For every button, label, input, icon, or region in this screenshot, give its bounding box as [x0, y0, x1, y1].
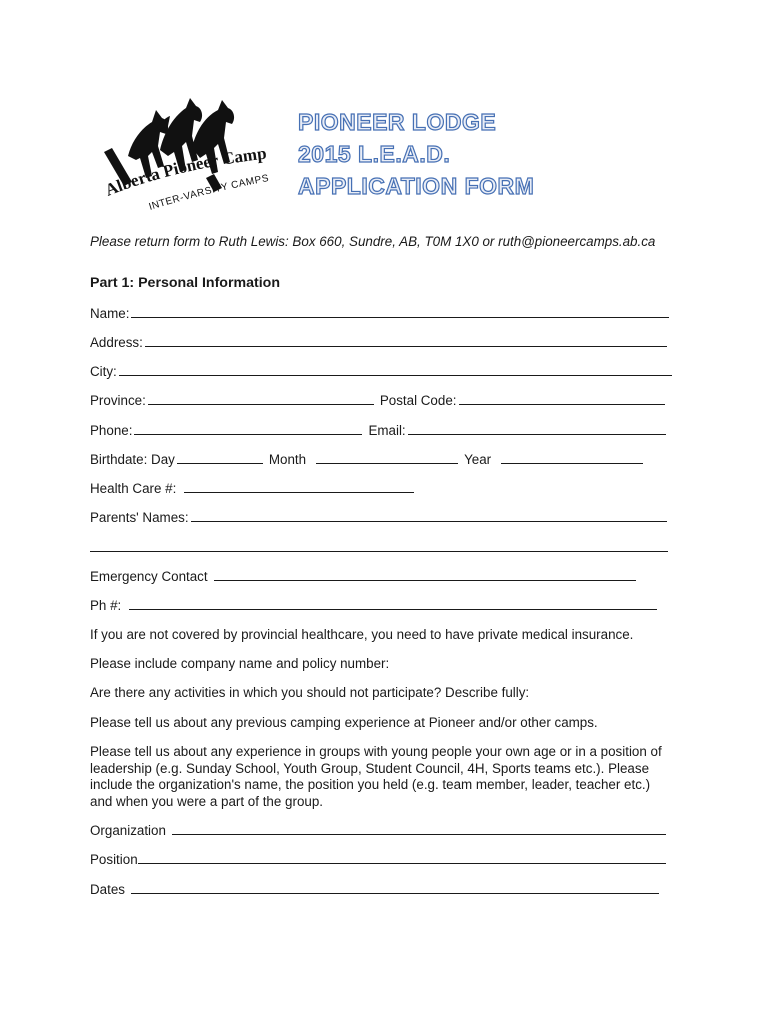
email-field[interactable]	[408, 422, 666, 435]
parents-names-label: Parents' Names:	[90, 510, 189, 525]
company-policy-note: Please include company name and policy number:	[90, 656, 390, 671]
title-line-1: PIONEER LODGE	[298, 109, 497, 135]
postal-code-label: Postal Code:	[379, 393, 457, 408]
ph-row	[90, 597, 663, 613]
birthdate-day-label: Birthdate: Day	[90, 452, 175, 467]
logo-main-text: Alberta Pioneer Camp	[102, 143, 268, 200]
return-instruction: Please return form to Ruth Lewis: Box 660, Sundre, AB, T0M 1X0 or ruth@pioneercamps.ab.ca	[90, 234, 656, 249]
title-line-2: 2015 L.E.A.D.	[298, 141, 451, 167]
activities-question: Are there any activities in which you should not participate? Describe fully:	[90, 685, 530, 700]
health-care-row	[90, 480, 420, 496]
ph-label: Ph #:	[90, 598, 122, 613]
name-field[interactable]	[131, 305, 669, 318]
name-row	[90, 305, 675, 321]
province-row	[90, 392, 671, 408]
city-row	[90, 363, 678, 379]
emergency-contact-label: Emergency Contact	[90, 569, 208, 584]
email-label: Email:	[368, 423, 406, 438]
address-row	[90, 334, 673, 350]
phone-field[interactable]	[134, 422, 362, 435]
birthdate-row	[90, 451, 649, 467]
phone-label: Phone:	[90, 423, 133, 438]
title-line-3: APPLICATION FORM	[298, 173, 535, 199]
group-experience-question: Please tell us about any experience in groups with young people your own age or in a position of leadership (e.g. Sunday School, Youth Group, Student Council, 4H, Sports teams etc.). Please include the organization's name, the position you held (e.g. team member, leader, teacher etc.) and when you were a part of the group.	[90, 744, 662, 809]
name-label: Name:	[90, 306, 130, 321]
address-field[interactable]	[145, 334, 667, 347]
organization-label: Organization	[90, 823, 166, 838]
birthdate-month-label: Month	[268, 452, 307, 467]
postal-code-field[interactable]	[459, 392, 665, 405]
phone-row	[90, 422, 672, 438]
camp-logo	[98, 96, 288, 226]
birthdate-month-field[interactable]	[316, 451, 458, 464]
organization-row	[90, 822, 672, 838]
birthdate-day-field[interactable]	[177, 451, 263, 464]
parents-names-field[interactable]	[191, 509, 667, 522]
camping-experience-question: Please tell us about any previous camping experience at Pioneer and/or other camps.	[90, 715, 598, 730]
logo-sub-text: INTER-VARSITY CAMPS	[147, 172, 270, 213]
horses-logo-icon	[98, 96, 288, 226]
svg-text:Alberta Pioneer Camp	[102, 144, 267, 200]
province-field[interactable]	[148, 392, 374, 405]
dates-field[interactable]	[131, 881, 659, 894]
emergency-contact-row	[90, 568, 642, 584]
healthcare-note: If you are not covered by provincial healthcare, you need to have private medical insurance.	[90, 627, 634, 642]
dates-label: Dates	[90, 882, 125, 897]
position-row	[90, 851, 672, 867]
form-title	[298, 106, 534, 202]
ph-field[interactable]	[129, 597, 657, 610]
health-care-label: Health Care #:	[90, 481, 177, 496]
birthdate-year-label: Year	[464, 452, 492, 467]
address-label: Address:	[90, 335, 143, 350]
part1-heading: Part 1: Personal Information	[90, 275, 280, 291]
parents-row	[90, 509, 673, 525]
birthdate-year-field[interactable]	[501, 451, 643, 464]
parents-names-field-2[interactable]	[90, 539, 668, 552]
parents-row-2	[90, 539, 674, 552]
position-field[interactable]	[138, 851, 666, 864]
health-care-field[interactable]	[184, 480, 414, 493]
position-label: Position	[90, 852, 138, 867]
emergency-contact-field[interactable]	[214, 568, 636, 581]
organization-field[interactable]	[172, 822, 666, 835]
city-label: City:	[90, 364, 117, 379]
dates-row	[90, 881, 665, 897]
city-field[interactable]	[119, 363, 672, 376]
province-label: Province:	[90, 393, 146, 408]
